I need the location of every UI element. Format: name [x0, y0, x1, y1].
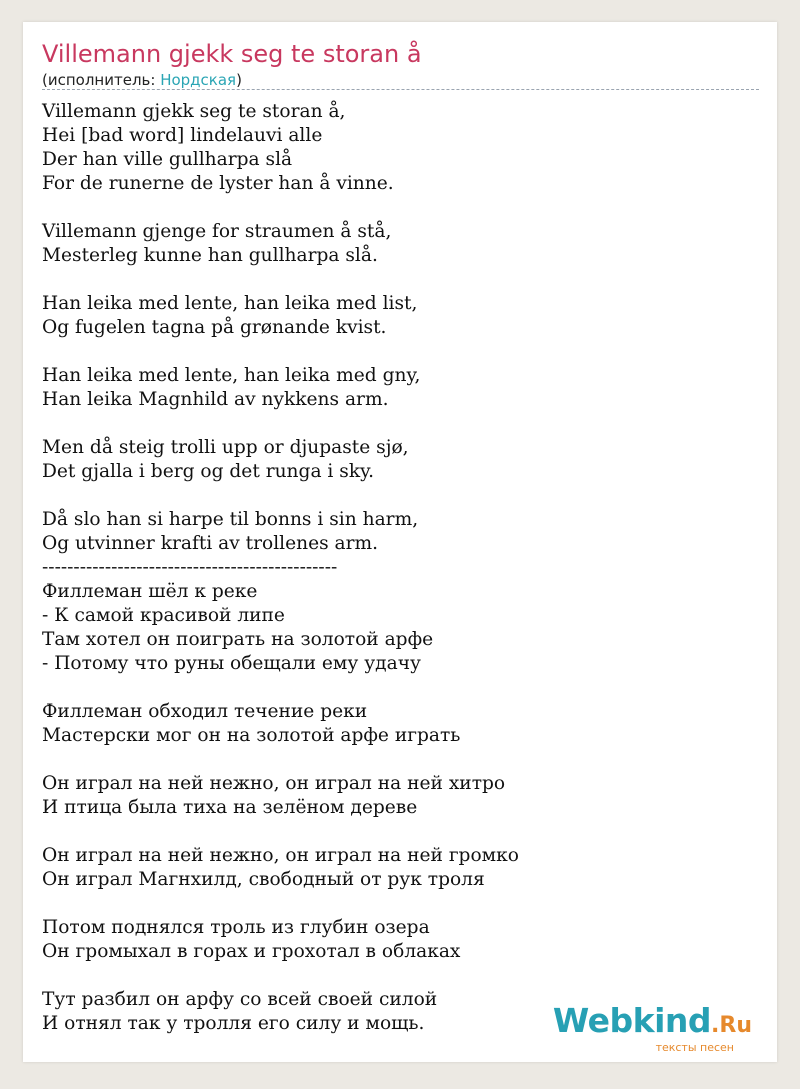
stanza-gap [42, 412, 519, 436]
stanza-gap [42, 196, 519, 220]
lyric-line: For de runerne de lyster han å vinne. [42, 173, 394, 194]
lyric-line: Han leika med lente, han leika med list, [42, 293, 418, 314]
title-divider [42, 89, 759, 90]
lyric-line: Мастерски мог он на золотой арфе играть [42, 725, 461, 746]
lyric-line: Og fugelen tagna på grønande kvist. [42, 317, 387, 338]
lyric-line: Он играл на ней нежно, он играл на ней громко [42, 845, 519, 866]
artist-link[interactable]: Нордская [160, 71, 237, 89]
lyrics-card [23, 22, 777, 1062]
lyric-line: Han leika Magnhild av nykkens arm. [42, 389, 389, 410]
artist-line [42, 71, 242, 89]
lyric-line: Он играл Магнхилд, свободный от рук троля [42, 869, 485, 890]
stanza-gap [42, 892, 519, 916]
lyric-line: Villemann gjekk seg te storan å, [42, 101, 346, 122]
lyric-line: И птица была тиха на зелёном дереве [42, 797, 418, 818]
lyric-line: Hei [bad word] lindelauvi alle [42, 125, 323, 146]
lyric-line: Det gjalla i berg og det runga i sky. [42, 461, 375, 482]
lyric-line: Филлеман обходил течение реки [42, 701, 368, 722]
lyric-line: - К самой красивой липе [42, 605, 285, 626]
lyric-line: Han leika med lente, han leika med gny, [42, 365, 421, 386]
stanza-gap [42, 268, 519, 292]
logo-main-text: Webkind [552, 1001, 712, 1040]
lyric-line: - Потому что руны обещали ему удачу [42, 653, 421, 674]
artist-prefix: (исполнитель: [42, 71, 161, 89]
logo-suffix-text: .Ru [711, 1013, 752, 1038]
lyric-line: Он громыхал в горах и грохотал в облаках [42, 941, 461, 962]
lyric-line: Филлеман шёл к реке [42, 581, 258, 602]
lyric-line: Der han ville gullharpa slå [42, 149, 293, 170]
stanza-gap [42, 820, 519, 844]
song-title: Villemann gjekk seg te storan å [42, 40, 422, 68]
lyric-line: Он играл на ней нежно, он играл на ней хитро [42, 773, 506, 794]
lyric-line: И отнял так у тролля его силу и мощь. [42, 1013, 425, 1034]
lyric-line: ----------------------------------------------- [42, 557, 338, 578]
stanza-gap [42, 748, 519, 772]
lyric-line: Mesterleg kunne han gullharpa slå. [42, 245, 378, 266]
lyric-line: Då slo han si harpe til bonns i sin harm, [42, 509, 419, 530]
site-logo[interactable] [552, 1001, 752, 1054]
lyric-line: Там хотел он поиграть на золотой арфе [42, 629, 434, 650]
stanza-gap [42, 340, 519, 364]
lyrics-text [42, 100, 519, 1036]
lyric-line: Villemann gjenge for straumen å stå, [42, 221, 392, 242]
artist-suffix: ) [236, 71, 242, 89]
lyric-line: Men då steig trolli upp or djupaste sjø, [42, 437, 409, 458]
stanza-gap [42, 484, 519, 508]
stanza-gap [42, 964, 519, 988]
lyric-line: Тут разбил он арфу со всей своей силой [42, 989, 438, 1010]
lyric-line: Потом поднялся троль из глубин озера [42, 917, 430, 938]
stanza-gap [42, 676, 519, 700]
logo-tagline: тексты песен [655, 1041, 734, 1054]
lyric-line: Og utvinner krafti av trollenes arm. [42, 533, 379, 554]
